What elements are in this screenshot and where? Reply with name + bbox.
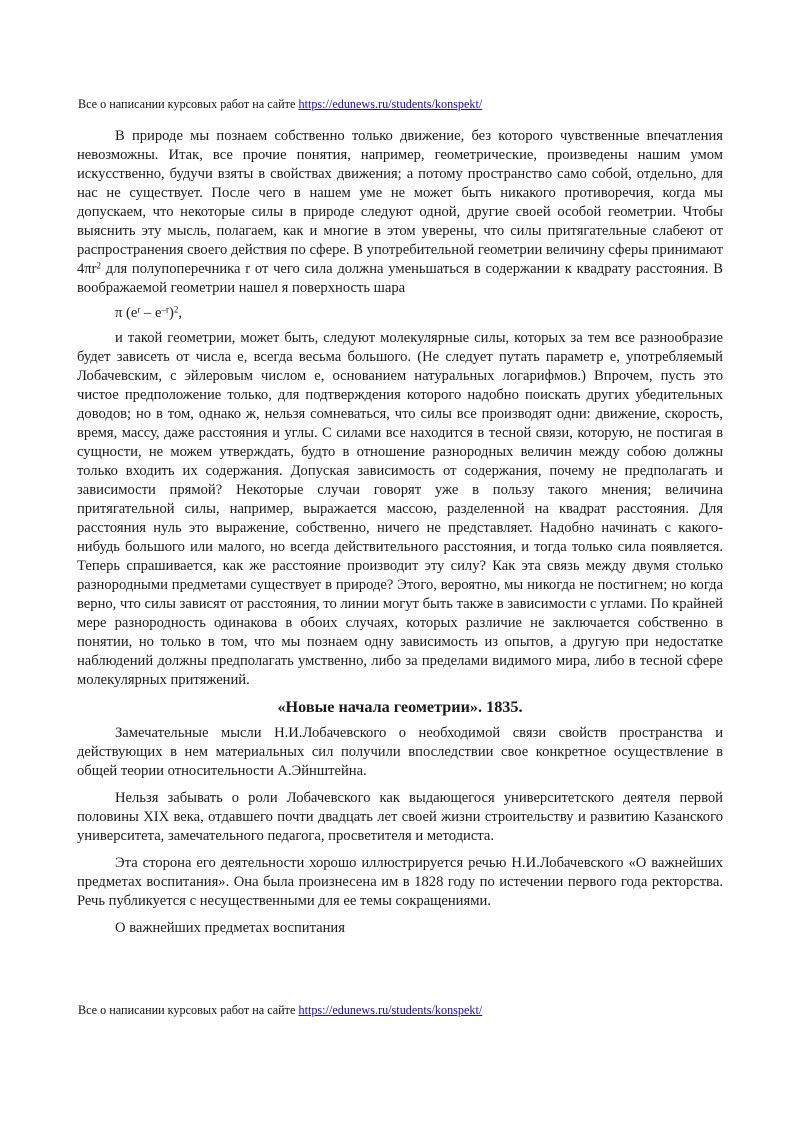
paragraph-5: Эта сторона его деятельности хорошо иллюстрируется речью Н.И.Лобачевского «О важнейших предметах воспитания». Она была произнесена им в 1828 году по истечении первого года ректорства. Речь публикуется с несущественными для ее темы сокращениями. (77, 855, 723, 909)
header-banner (78, 97, 482, 111)
paragraph-1 (77, 127, 723, 298)
header-text: Все о написании курсовых работ на сайте (78, 97, 299, 111)
paragraph-3: Замечательные мысли Н.И.Лобачевского о необходимой связи свойств пространства и действующих в нем материальных сил получили впоследствии свое конкретное осуществление в общей теории относительности А.Эйнштейна. (77, 725, 723, 779)
paragraph-6: О важнейших предметах воспитания (115, 920, 345, 936)
footer-banner (78, 1003, 482, 1017)
section-heading: «Новые начала геометрии». 1835. (277, 698, 523, 716)
formula-superscript: r (137, 304, 141, 315)
paragraph-1-superscript: 2 (96, 260, 102, 271)
paragraph-2: и такой геометрии, может быть, следуют молекулярные силы, которых за тем все разнообразие будет зависеть от числа е, всегда весьма большого. (Не следует путать параметр е, употребляемый Лобачевским, с эйлеровым числом е, основанием натуральных логарифмов.) Впрочем, пусть это чистое предположение только, для подтверждения которого надобно поискать других убедительных доводов; но в том, однако ж, нельзя сомневаться, что силы все производят одни: движение, скорость, время, массу, даже расстояния и углы. С силами все находится в тесной связи, которую, не постигая в сущности, не можем утверждать, будто в отношение разнородных величин между собою должны только входить их содержания. Допуская зависимость от содержания, почему не предполагать и зависимости прямой? Некоторые случаи говорят уже в пользу такого мнения; величина притягательной силы, например, выражается массою, разделенной на квадрат расстояния. Для расстояния нуль это выражение, собственно, ничего не представляет. Надобно начинать с какого-нибудь большого или малого, но всегда действительного расстояния, и тогда только сила появляется. Теперь спрашивается, как же расстояние производит эту силу? Как эта связь между двумя столько разнородными предметами существует в природе? Этого, вероятно, мы никогда не постигнем; но когда верно, что силы зависят от расстояния, то линии могут быть также в зависимости с углами. По крайней мере разнородность одинакова в обоих случаях, которых различие не заключается собственно в понятии, но только в том, что мы познаем одну зависимость из опытов, а другую при недостатке наблюдений должны предполагать умственно, либо за пределами видимого мира, либо в тесной сфере молекулярных притяжений. (77, 330, 723, 688)
document-body (77, 127, 723, 938)
header-link[interactable]: https://edunews.ru/students/konspekt/ (298, 97, 483, 111)
paragraph-1-text-end: для полупоперечника r от чего сила должна уменьшаться в содержании к квадрату расстояния. В воображаемой геометрии нашел я поверхность шара (77, 261, 723, 296)
formula-part: ) (168, 305, 174, 321)
formula-part: , (178, 305, 182, 321)
paragraph-4: Нельзя забывать о роли Лобачевского как выдающегося университетского деятеля первой половины XIX века, отдавшего почти двадцать лет своей жизни строительству и развитию Казанского университета, замечательного педагога, просветителя и методиста. (77, 790, 723, 844)
paragraph-1-text: В природе мы познаем собственно только движение, без которого чувственные впечатления невозможны. Итак, все прочие понятия, например, геометрические, произведены нашим умом искусственно, будучи взяты в свойствах движения; а потому пространство само собой, отдельно, для нас не существует. После чего в нашем уме не может быть никакого противоречия, когда мы допускаем, что некоторые силы в природе следуют одной, другие своей особой геометрии. Чтобы выяснить эту мысль, полагаем, как и многие в этом уверены, что силы притягательные слабеют от распространения своего действия по сфере. В употребительной геометрии величину сферы принимают 4πr (77, 128, 723, 277)
formula-superscript: 2 (173, 304, 179, 315)
footer-link[interactable]: https://edunews.ru/students/konspekt/ (298, 1003, 483, 1017)
formula-part: π (e (115, 305, 138, 321)
formula-part: – e (140, 305, 162, 321)
formula (77, 304, 723, 323)
formula-superscript: –r (161, 304, 169, 315)
footer-text: Все о написании курсовых работ на сайте (78, 1003, 299, 1017)
